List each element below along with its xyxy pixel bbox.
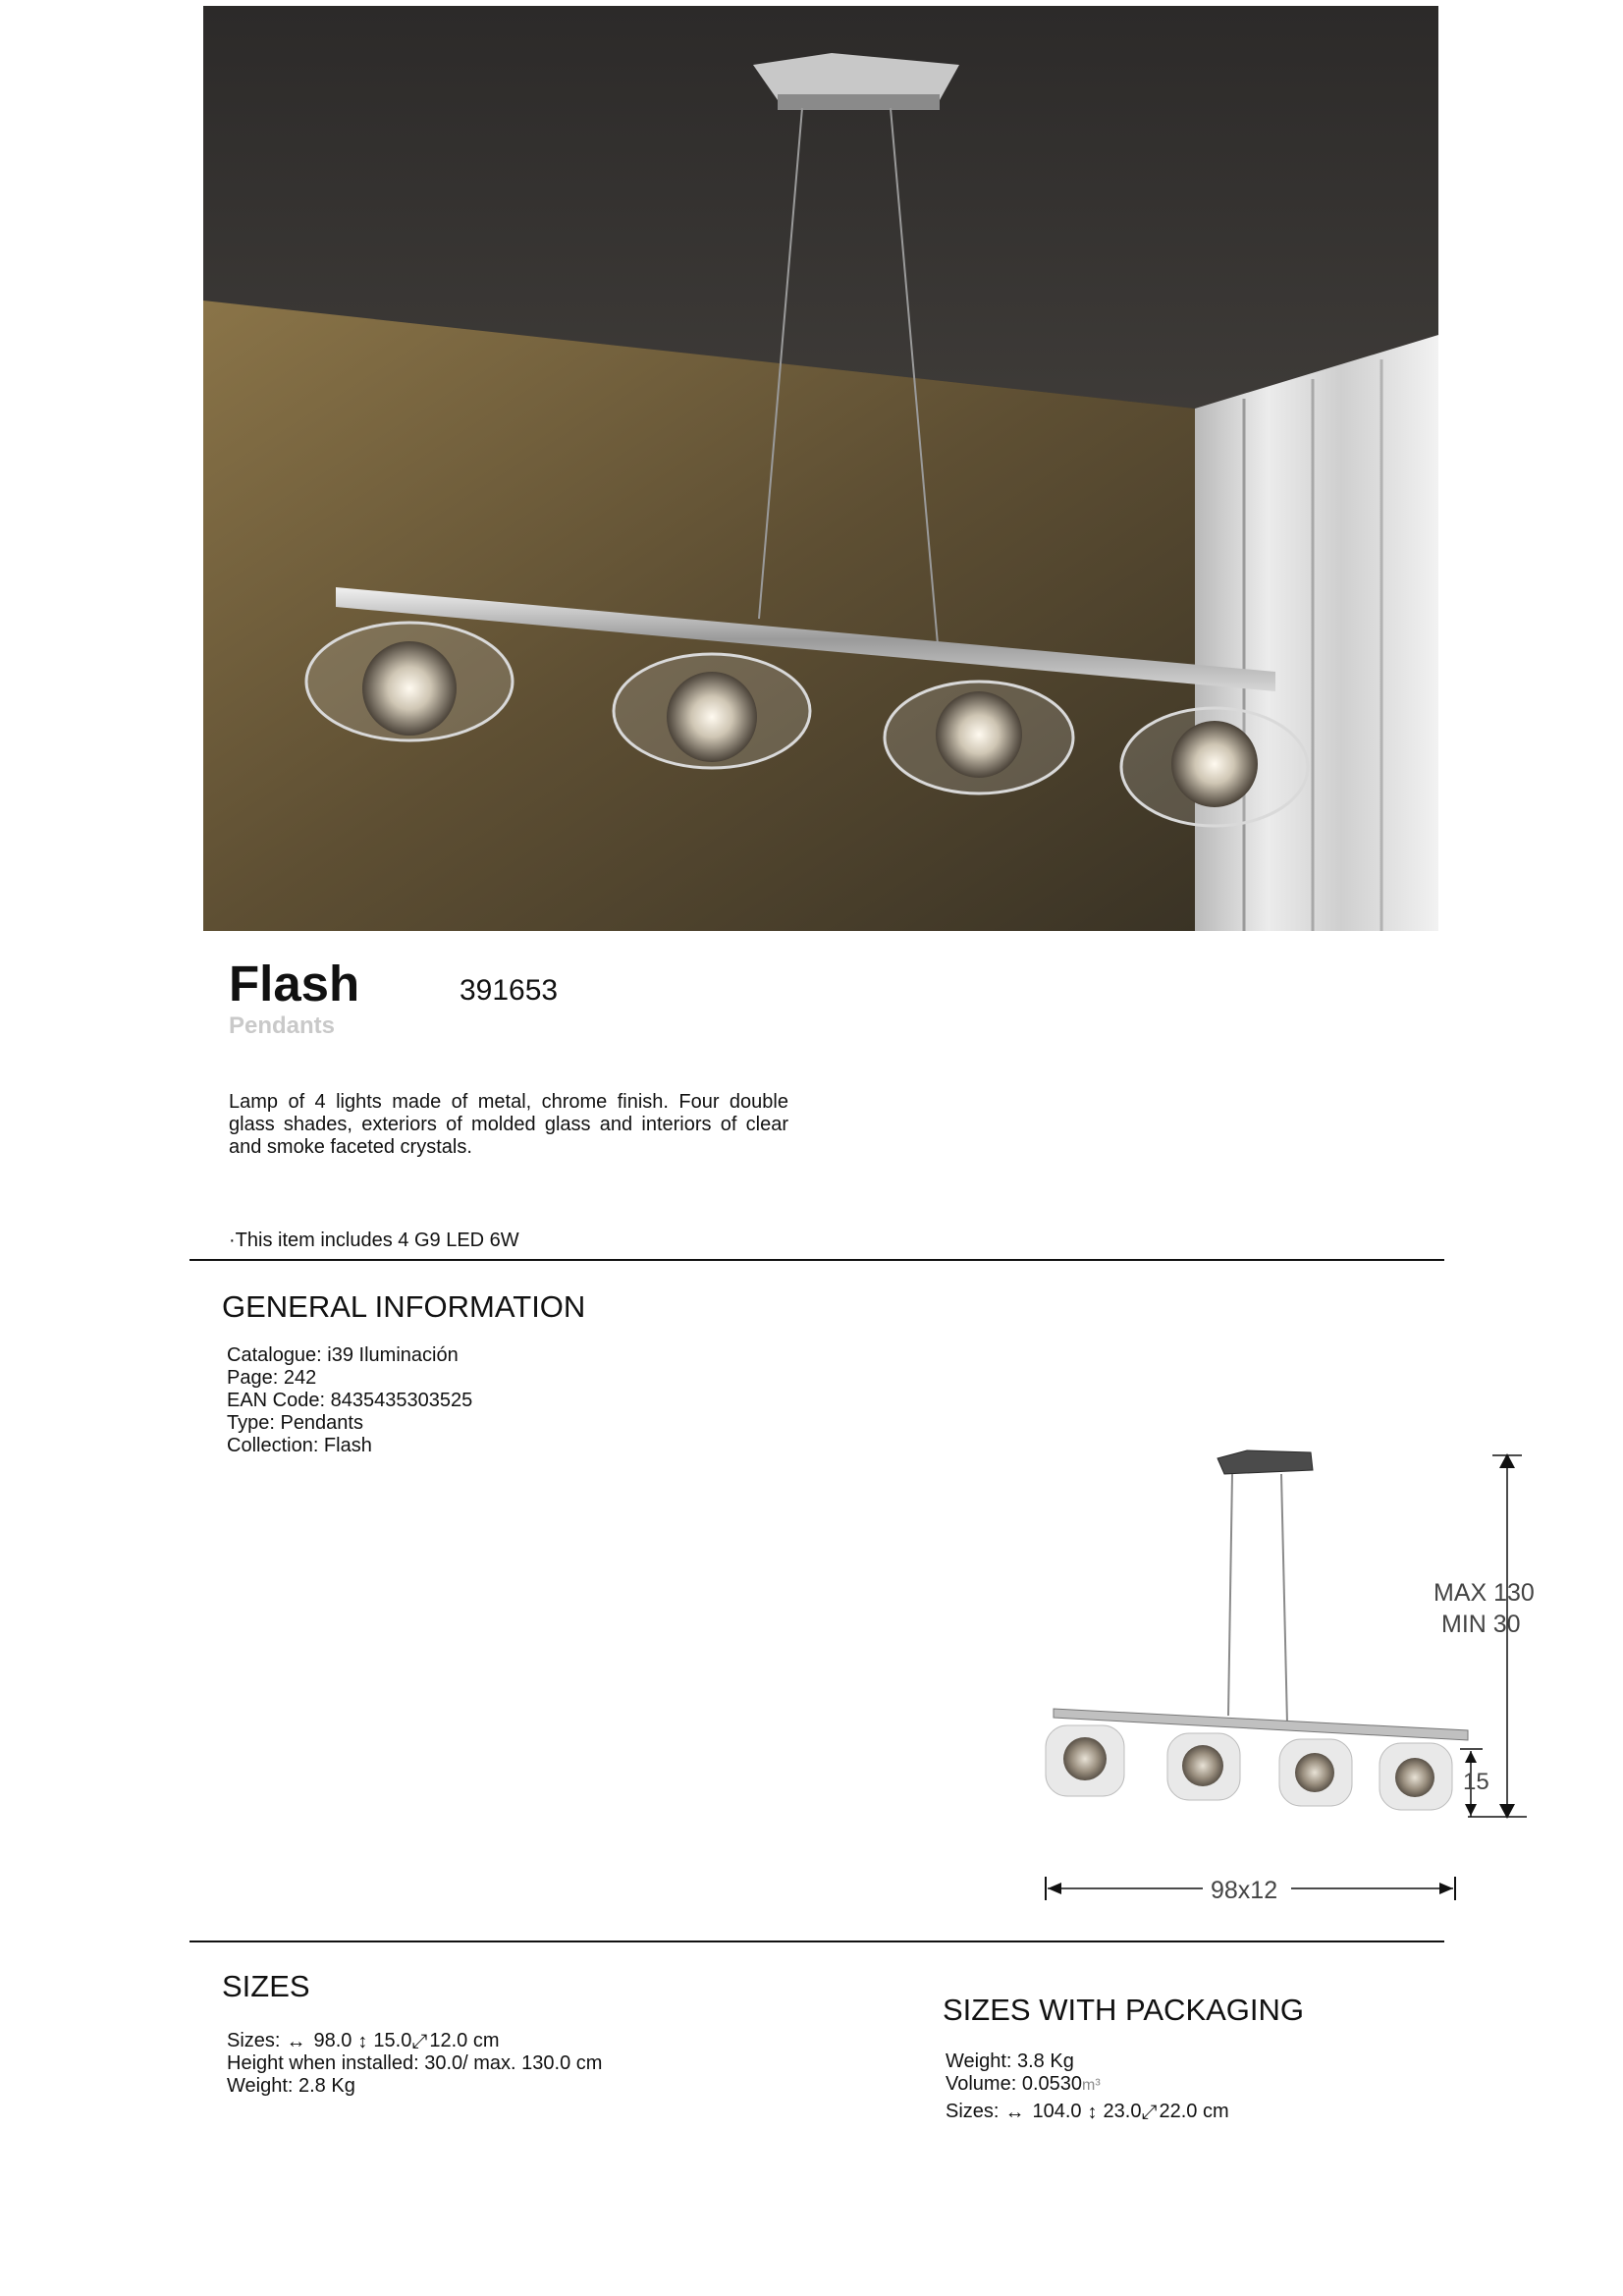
volume-value: Volume: 0.0530: [946, 2073, 1082, 2095]
divider: [189, 1941, 1444, 1942]
packaging-sizes-label: Sizes:: [946, 2101, 1000, 2122]
lamp-shade: [1121, 708, 1308, 826]
max-height-label: MAX 130: [1434, 1579, 1535, 1607]
height-arrow-icon: ↕: [1087, 2101, 1098, 2123]
width-value: 98.0: [313, 2030, 352, 2051]
depth-value: 12.0 cm: [429, 2030, 500, 2051]
sizes-list: [227, 2030, 602, 2098]
width-arrow-icon: ↔: [286, 2030, 306, 2052]
packaging-sizes-heading: SIZES WITH PACKAGING: [943, 1993, 1305, 2027]
diagram-shade: [1046, 1725, 1124, 1796]
weight-line: Weight: 2.8 Kg: [227, 2075, 355, 2097]
lamp-shade: [885, 682, 1073, 793]
dimension-diagram: [1036, 1439, 1546, 1920]
depth-arrow-icon: ⤢: [411, 2030, 428, 2052]
general-information-list: [227, 1344, 472, 1457]
lamp-dimension-drawing: [1036, 1439, 1546, 1920]
packaging-width-value: 104.0: [1032, 2101, 1082, 2122]
diagram-shade: [1380, 1743, 1452, 1810]
type-line: Type: Pendants: [227, 1412, 363, 1434]
sizes-label: Sizes:: [227, 2030, 281, 2051]
sizes-row: [227, 2030, 602, 2052]
lamp-shade: [306, 623, 513, 740]
diagram-shade: [1279, 1739, 1352, 1806]
product-category: Pendants: [229, 1012, 336, 1039]
product-code: 391653: [460, 974, 559, 1007]
packaging-list: [946, 2050, 1229, 2123]
installed-height-line: Height when installed: 30.0/ max. 130.0 cm: [227, 2052, 603, 2074]
packaging-volume-line: [946, 2073, 1229, 2097]
width-arrow-icon: ↔: [1004, 2101, 1025, 2123]
min-height-label: MIN 30: [1441, 1611, 1521, 1638]
product-description: Lamp of 4 lights made of metal, chrome finish. Four double glass shades, exteriors of molded glass and interiors of clear and smoke faceted crystals.: [229, 1091, 788, 1158]
product-photo: [203, 6, 1438, 931]
volume-unit: m³: [1082, 2077, 1101, 2094]
height-value: 15.0: [373, 2030, 412, 2051]
pendant-lamp-photo: [203, 6, 1438, 931]
general-information-heading: GENERAL INFORMATION: [222, 1289, 586, 1324]
packaging-depth-value: 22.0 cm: [1159, 2101, 1229, 2122]
diagram-shade: [1167, 1733, 1240, 1800]
lamp-shade: [614, 654, 810, 768]
packaging-sizes-row: [946, 2101, 1229, 2123]
height-arrow-icon: ↕: [357, 2030, 368, 2052]
divider: [189, 1259, 1444, 1261]
width-label: 98x12: [1211, 1877, 1278, 1904]
packaging-weight-line: Weight: 3.8 Kg: [946, 2050, 1074, 2072]
shade-height-label: 15: [1463, 1769, 1489, 1795]
depth-arrow-icon: ⤢: [1141, 2101, 1158, 2123]
ean-code-line: EAN Code: 8435435303525: [227, 1390, 473, 1411]
packaging-height-value: 23.0: [1103, 2101, 1142, 2122]
page-line: Page: 242: [227, 1367, 317, 1389]
sizes-heading: SIZES: [222, 1969, 310, 2003]
included-bulbs-note: ·This item includes 4 G9 LED 6W: [229, 1230, 519, 1251]
product-name: Flash: [229, 956, 360, 1011]
catalogue-line: Catalogue: i39 Iluminación: [227, 1344, 459, 1366]
collection-line: Collection: Flash: [227, 1435, 372, 1456]
